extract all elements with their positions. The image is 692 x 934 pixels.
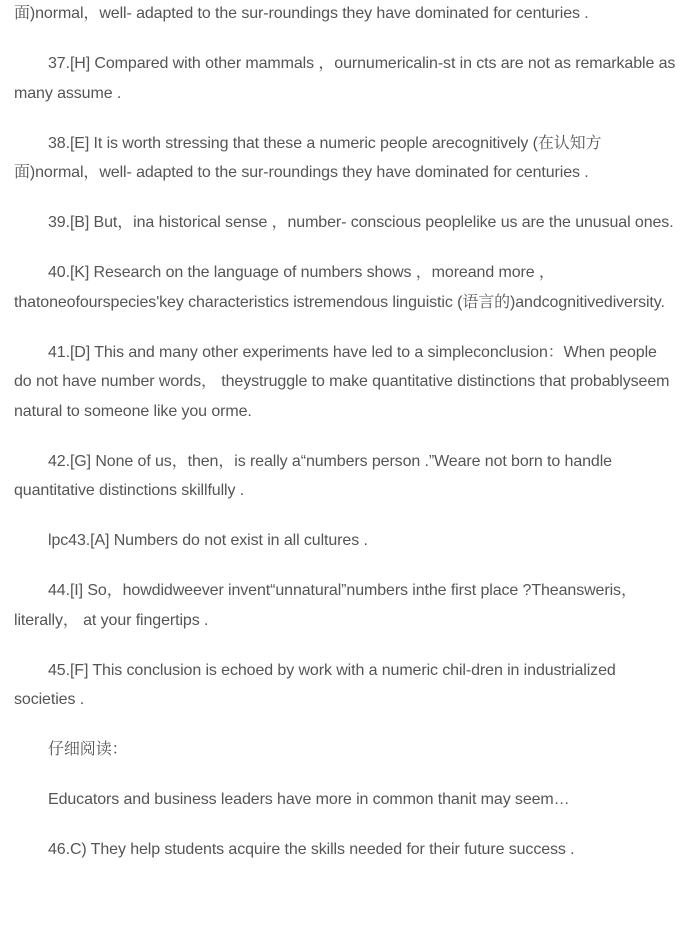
- paragraph-answer-40: 40.[K] Research on the language of numbers shows ，moreand more ，thatoneofourspecies'key characteristics istremendous linguistic (语言的)andcognitivediversity.: [14, 264, 665, 311]
- paragraph-answer-39: 39.[B] But，ina historical sense ，number- conscious peoplelike us are the unusual ones.: [48, 214, 674, 231]
- paragraph-answer-46: 46.C) They help students acquire the skills needed for their future success .: [48, 841, 575, 858]
- paragraph-answer-37: 37.[H] Compared with other mammals ，ournumericalin-st in cts are not as remarkable as many assume .: [14, 55, 676, 102]
- paragraph-answer-41: 41.[D] This and many other experiments have led to a simpleconclusion：When people do not have number words， theystruggle to make quantitative distinctions that probablyseem natural to someone like you orme.: [14, 343, 670, 420]
- paragraph-answer-45: 45.[F] This conclusion is echoed by work with a numeric chil-dren in industrialized societies .: [14, 661, 616, 708]
- paragraph-answer-44: 44.[I] So，howdidweever invent“unnatural”numbers inthe first place ?Theansweris，literally， at your fingertips .: [14, 582, 637, 629]
- paragraph-answer-42: 42.[G] None of us，then，is really a“numbers person .”Weare not born to handle quantitative distinctions skillfully .: [14, 452, 612, 499]
- paragraph-answer-43: lpc43.[A] Numbers do not exist in all cultures .: [48, 532, 368, 549]
- paragraph-passage-intro: Educators and business leaders have more in common thanit may seem…: [48, 791, 570, 808]
- section-heading: 仔细阅读：: [48, 741, 128, 758]
- paragraph-answer-38: 38.[E] It is worth stressing that these a numeric people arecognitively (在认知方面)normal，well- adapted to the sur-roundings they have dominated for centuries .: [14, 134, 602, 181]
- paragraph-continuation: 面)normal，well- adapted to the sur-roundings they have dominated for centuries .: [14, 5, 589, 22]
